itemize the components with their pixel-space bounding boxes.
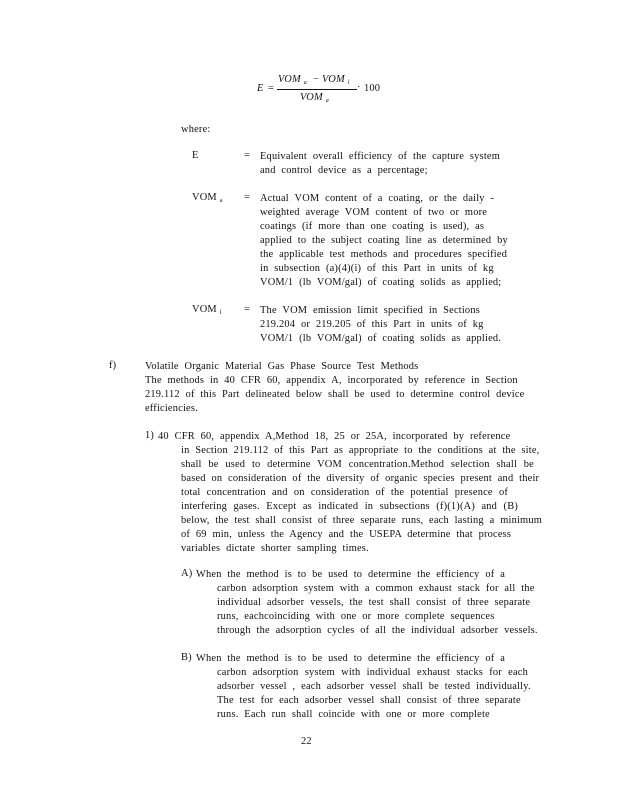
formula-numerator-b: VOM $_l$ [322,74,350,86]
item-line: below, the test shall consist of three separate runs, each lasting a minimum [181,515,543,526]
section-line: The methods in 40 CFR 60, appendix A, incorporated by reference in Section [145,375,518,386]
item-line: of 69 min, unless the Agency and the USEPA determine that process [181,529,512,540]
item-line: total concentration and on consideration of the potential presence of [181,487,508,498]
item-line: adsorber vessel , each adsorber vessel shall be tested individually. [217,681,531,692]
item-marker: A) [181,568,193,579]
item-line: When the method is to be used to determine the efficiency of a [196,653,506,664]
page-number: 22 [301,736,312,747]
definition-line: VOM/1 (lb VOM/gal) of coating solids as applied. [260,333,502,344]
item-line: shall be used to determine VOM concentration.Method selection shall be [181,459,534,470]
section-line: efficiencies. [145,403,198,414]
definition-line: in subsection (a)(4)(i) of this Part in units of kg [260,263,494,274]
item-line: The test for each adsorber vessel shall consist of three separate [217,695,521,706]
section-heading: Volatile Organic Material Gas Phase Source Test Methods [145,361,419,372]
item-line: individual adsorber vessels, the test shall consist of three separate [217,597,531,608]
definition-line: 219.204 or 219.205 of this Part in units of kg [260,319,484,330]
formula-numerator-a: VOM $_a$ [278,74,307,86]
definition-line: weighted average VOM content of two or more [260,207,488,218]
definition-term: E [192,150,199,161]
formula-lhs: E [257,83,264,94]
item-line: carbon adsorption system with a common exhaust stack for all the [217,583,535,594]
item-line: runs. Each run shall coincide with one or more complete [217,709,490,720]
definition-term: VOM $_l$ [192,304,222,316]
definition-equals: = [244,150,251,161]
definition-line: coatings (if more than one coating is used), as [260,221,485,232]
item-line: variables dictate shorter sampling times. [181,543,369,554]
item-marker: B) [181,652,192,663]
item-line: based on consideration of the diversity of organic species present and their [181,473,540,484]
formula-fraction-bar [277,89,357,90]
definition-equals: = [244,192,251,203]
definition-line: Actual VOM content of a coating, or the daily - [260,193,495,204]
section-marker: f) [109,360,117,371]
item-line: When the method is to be used to determine the efficiency of a [196,569,506,580]
definition-line: The VOM emission limit specified in Sections [260,305,480,316]
item-line: in Section 219.112 of this Part as appropriate to the conditions at the site, [181,445,540,456]
item-marker: 1) [145,430,155,441]
item-line: runs, eachcoinciding with one or more complete sequences [217,611,495,622]
definition-term: VOM $_a$ [192,192,223,204]
item-line: 40 CFR 60, appendix A,Method 18, 25 or 25A, incorporated by reference [158,431,511,442]
item-line: interfering gases. Except as indicated in subsections (f)(1)(A) and (B) [181,501,518,512]
definition-line: the applicable test methods and procedures specified [260,249,508,260]
formula-equals: = [268,83,275,94]
definition-line: VOM/1 (lb VOM/gal) of coating solids as applied; [260,277,502,288]
where-label: where: [181,124,211,135]
definition-line: Equivalent overall efficiency of the capture system [260,151,500,162]
formula-factor: 100 [364,83,381,94]
definition-equals: = [244,304,251,315]
definition-line: applied to the subject coating line as determined by [260,235,508,246]
formula-minus: − [313,74,320,85]
definition-line: and control device as a percentage; [260,165,428,176]
formula-times: · [357,82,361,93]
formula-denominator: VOM $_a$ [300,92,329,104]
item-line: carbon adsorption system with individual exhaust stacks for each [217,667,528,678]
section-line: 219.112 of this Part delineated below shall be used to determine control device [145,389,525,400]
item-line: through the adsorption cycles of all the individual adsorber vessels. [217,625,538,636]
